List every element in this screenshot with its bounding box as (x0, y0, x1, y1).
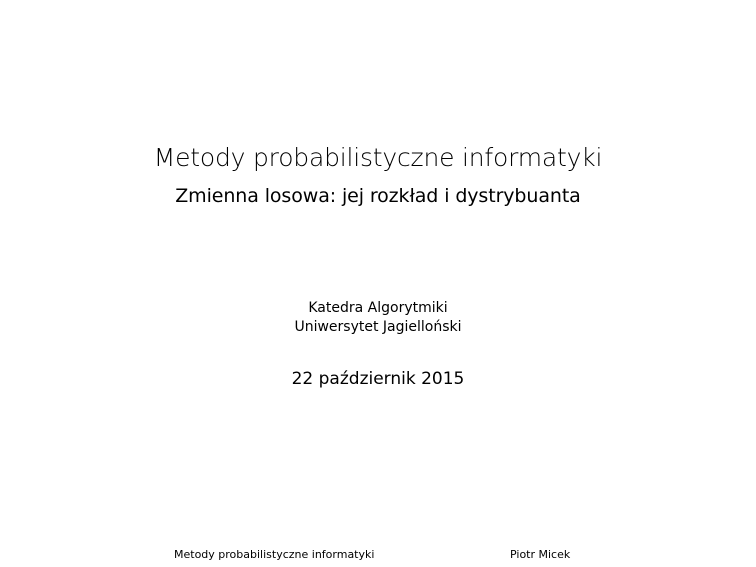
institute-department: Katedra Algorytmiki (308, 300, 448, 316)
slide-title: Metody probabilistyczne informatyki (153, 143, 603, 172)
footer-course-title: Metody probabilistyczne informatyki (174, 548, 375, 561)
institute-university: Uniwersytet Jagielloński (294, 319, 462, 335)
presentation-date: 22 październik 2015 (291, 369, 465, 389)
slide-subtitle: Zmienna losowa: jej rozkład i dystrybuanta (175, 185, 581, 207)
footer-author: Piotr Micek (510, 548, 571, 561)
